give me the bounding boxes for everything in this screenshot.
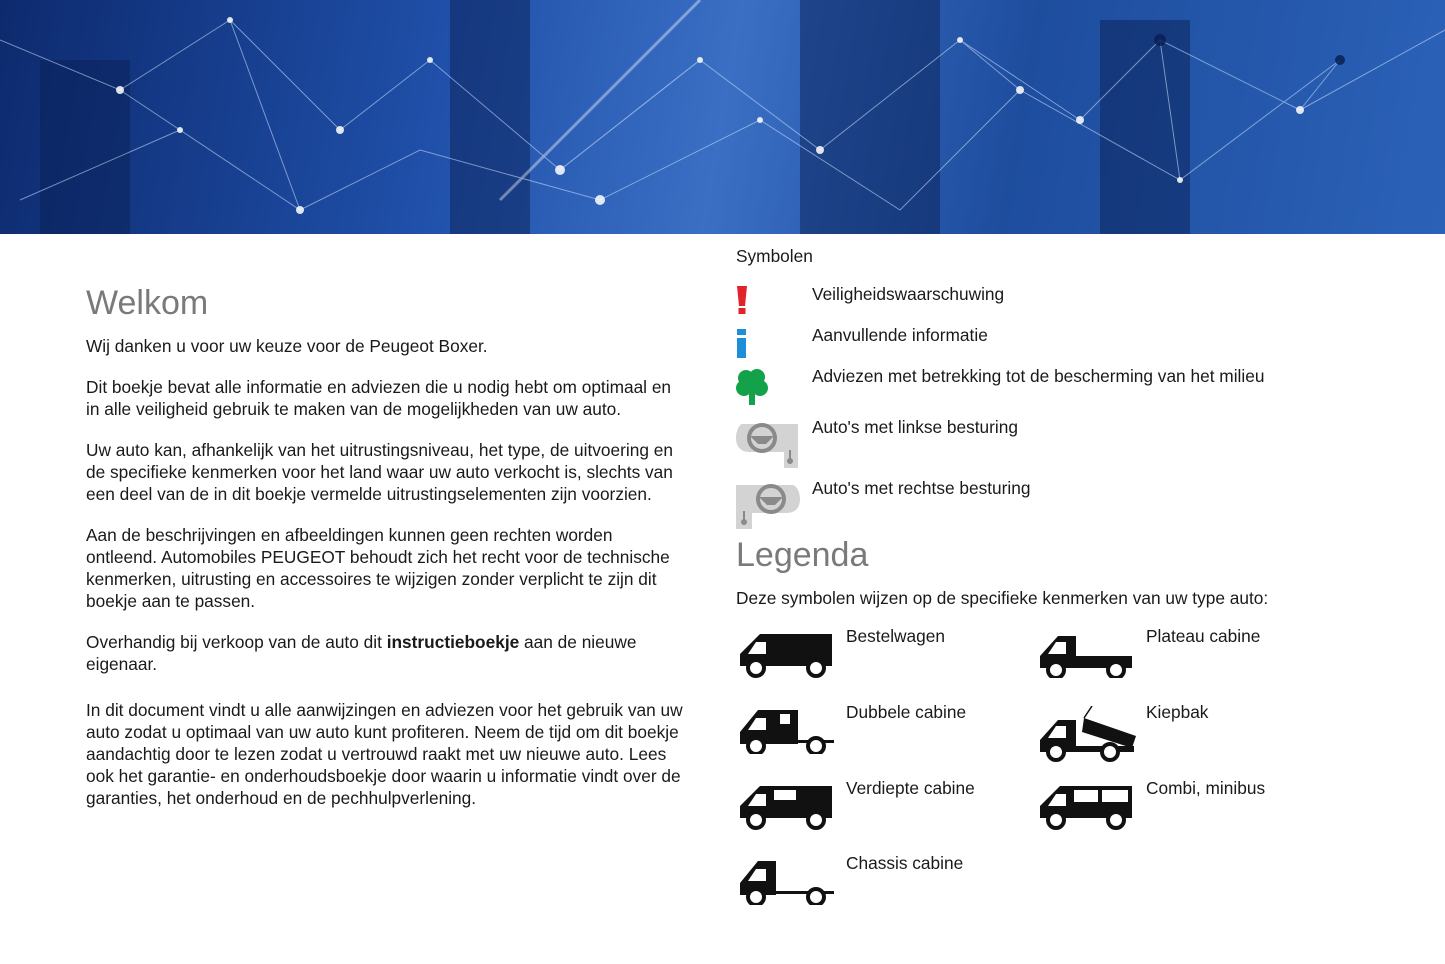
- vehicle-label: Dubbele cabine: [846, 702, 967, 722]
- symbol-label: Adviezen met betrekking tot de bescherming van het milieu: [812, 366, 1265, 386]
- legend-intro: Deze symbolen wijzen op de specifieke kenmerken van uw type auto:: [736, 588, 1269, 608]
- text: aan de nieuwe eigenaar.: [86, 632, 637, 674]
- symbols-section: [736, 246, 1436, 873]
- vehicle-label: Bestelwagen: [846, 626, 945, 646]
- vehicle-label: Chassis cabine: [846, 853, 964, 873]
- symbol-label: Auto's met rechtse besturing: [812, 478, 1031, 498]
- welcome-title: Welkom: [86, 284, 209, 322]
- symbol-label: Veiligheidswaarschuwing: [812, 284, 1005, 304]
- welcome-section: [86, 284, 686, 828]
- left-hand-drive-icon: [736, 420, 800, 470]
- header-banner-image: [0, 0, 1445, 234]
- van-icon: [736, 630, 836, 678]
- info-icon: [736, 329, 748, 359]
- vehicle-label: Verdiepte cabine: [846, 778, 975, 798]
- paragraph: Aan de beschrijvingen en afbeeldingen kunnen geen rechten worden ontleend. Automobiles PEUGEOT behoudt zich het recht voor de technische kenmerken, uitrusting en accessoires te wijzigen zonder verplicht te zijn dit boekje aan te passen.: [86, 525, 670, 611]
- vehicle-label: Combi, minibus: [1146, 778, 1266, 798]
- paragraph: Uw auto kan, afhankelijk van het uitrustingsniveau, het type, de uitvoering en de specifieke kenmerken voor het land waar uw auto verkocht is, slechts van een deel van de in dit boekje vermelde uitrustingselementen zijn voorzien.: [86, 440, 673, 504]
- symbol-label: Aanvullende informatie: [812, 325, 988, 345]
- flatbed-icon: [1036, 630, 1136, 678]
- chassis-cab-icon: [736, 857, 836, 905]
- text: Overhandig bij verkoop van de auto dit: [86, 632, 387, 652]
- exclamation-icon: [736, 286, 748, 316]
- paragraph: Dit boekje bevat alle informatie en adviezen die u nodig hebt om optimaal en in alle veiligheid gebruik te maken van de mogelijkheden van uw auto.: [86, 377, 672, 419]
- vehicle-label: Kiepbak: [1146, 702, 1209, 722]
- legend-title: Legenda: [736, 536, 869, 574]
- paragraph: Wij danken u voor uw keuze voor de Peugeot Boxer.: [86, 336, 488, 356]
- double-cab-icon: [736, 706, 836, 754]
- vehicle-label: Plateau cabine: [1146, 626, 1261, 646]
- crew-van-icon: [736, 782, 836, 830]
- closing-paragraph: In dit document vindt u alle aanwijzingen en adviezen voor het gebruik van uw auto zodat u optimaal van uw auto kunt profiteren. Neem de tijd om dit boekje aandachtig door te lezen zodat u vertrouwd raakt met uw nieuwe auto. Lees ook het garantie- en onderhoudsboekje door waarin u informatie vindt over de garanties, het onderhoud en de pechhulpverlening.: [86, 700, 683, 808]
- symbols-title: Symbolen: [736, 246, 813, 266]
- right-hand-drive-icon: [736, 481, 800, 531]
- tree-icon: [736, 368, 768, 406]
- minibus-icon: [1036, 782, 1136, 830]
- network-city-illustration: [0, 0, 1445, 234]
- tipper-icon: [1036, 706, 1136, 762]
- handover-paragraph: [86, 631, 686, 675]
- symbol-label: Auto's met linkse besturing: [812, 417, 1018, 437]
- bold-text: instructieboekje: [386, 632, 520, 652]
